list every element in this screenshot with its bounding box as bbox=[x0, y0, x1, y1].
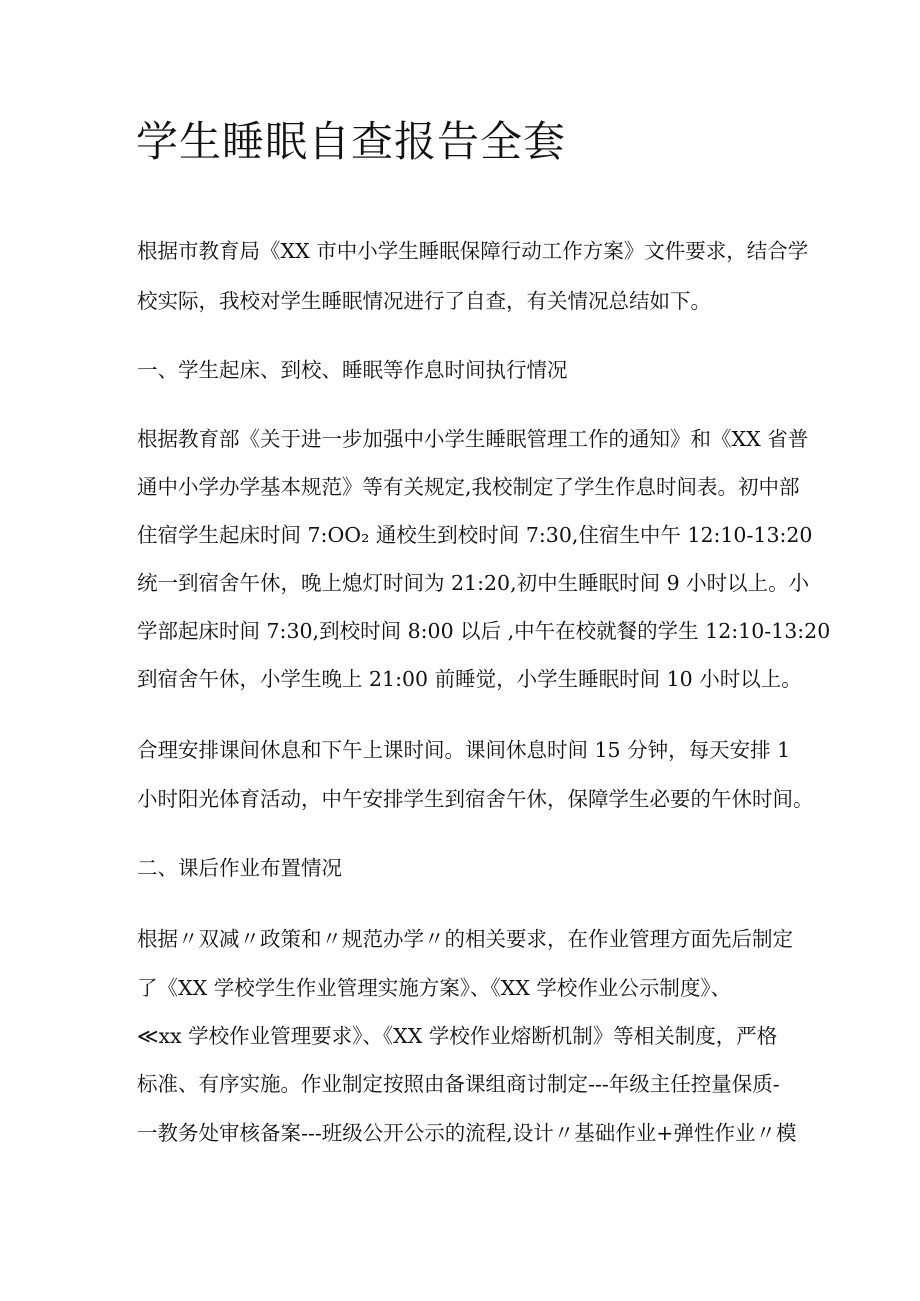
section-2-paragraph-1-line-1: 根据〃双减〃政策和〃规范办学〃的相关要求，在作业管理方面先后制定 bbox=[137, 927, 793, 951]
section-1-heading: 一、学生起床、到校、睡眠等作息时间执行情况 bbox=[137, 358, 568, 382]
intro-line-1: 根据市教育局《XX 市中小学生睡眠保障行动工作方案》文件要求，结合学 bbox=[137, 239, 809, 263]
section-2-paragraph-1-line-5: 一教务处审核备案---班级公开公示的流程,设计〃基础作业+弹性作业〃模 bbox=[137, 1121, 797, 1145]
section-1-paragraph-1-line-6: 到宿舍午休，小学生晚上 21:00 前睡觉，小学生睡眠时间 10 小时以上。 bbox=[137, 667, 802, 691]
document-title: 学生睡眠自查报告全套 bbox=[136, 117, 567, 166]
section-1-paragraph-1-line-5: 学部起床时间 7:30,到校时间 8:00 以后 ,中午在校就餐的学生 12:10-13:20 bbox=[137, 619, 831, 643]
section-1-paragraph-2-line-2: 小时阳光体育活动，中午安排学生到宿舍午休，保障学生必要的午休时间。 bbox=[137, 787, 814, 811]
section-2-heading: 二、课后作业布置情况 bbox=[137, 856, 342, 880]
section-2-paragraph-1-line-4: 标准、有序实施。作业制定按照由备课组商讨制定---年级主任控量保质- bbox=[137, 1072, 780, 1096]
section-1-paragraph-1-line-4: 统一到宿舍午休，晚上熄灯时间为 21:20,初中生睡眠时间 9 小时以上。小 bbox=[137, 571, 810, 595]
section-2-paragraph-1-line-2: 了《XX 学校学生作业管理实施方案》、《XX 学校作业公示制度》、 bbox=[137, 976, 732, 1000]
section-1-paragraph-2-line-1: 合理安排课间休息和下午上课时间。课间休息时间 15 分钟，每天安排 1 bbox=[137, 738, 791, 762]
intro-line-2: 校实际，我校对学生睡眠情况进行了自查，有关情况总结如下。 bbox=[137, 289, 711, 313]
section-1-paragraph-1-line-3: 住宿学生起床时间 7:OO₂ 通校生到校时间 7:30,住宿生中午 12:10-13:20 bbox=[137, 523, 813, 547]
section-2-paragraph-1-line-3: ≪xx 学校作业管理要求》、《XX 学校作业熔断机制》等相关制度，严格 bbox=[137, 1024, 778, 1048]
section-1-paragraph-1-line-1: 根据教育部《关于进一步加强中小学生睡眠管理工作的通知》和《XX 省普 bbox=[137, 427, 809, 451]
section-1-paragraph-1-line-2: 通中小学办学基本规范》等有关规定,我校制定了学生作息时间表。初中部 bbox=[137, 475, 800, 499]
